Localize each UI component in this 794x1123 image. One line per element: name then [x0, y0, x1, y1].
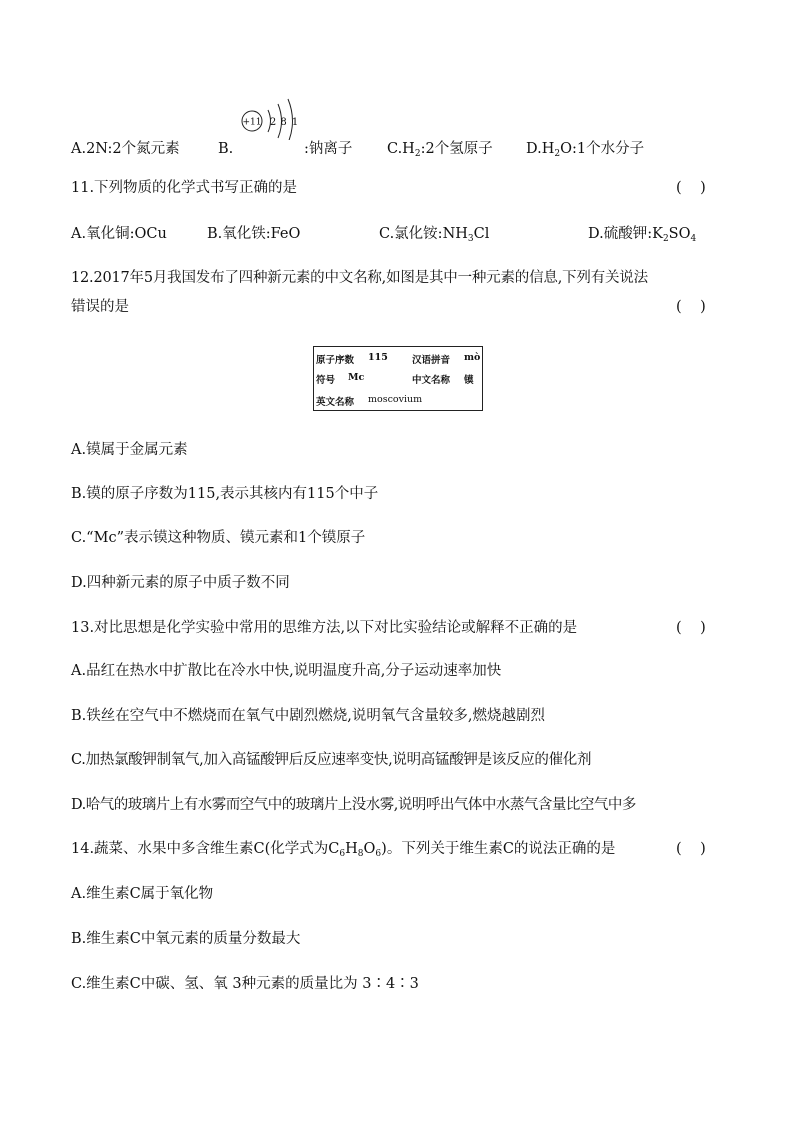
q10-option-b-label: B.	[218, 141, 234, 157]
pinyin-value: mò	[464, 352, 481, 363]
symbol-value: Mc	[348, 372, 365, 383]
atomic-number-value: 115	[368, 352, 388, 363]
chinese-name-value: 镆	[464, 375, 474, 386]
q13-option-a: A.品红在热水中扩散比在冷水中快,说明温度升高,分子运动速率加快	[71, 663, 502, 679]
element-info-card	[313, 346, 483, 411]
chinese-name-label: 中文名称	[412, 375, 451, 386]
q10-c-sub: 2	[414, 149, 421, 159]
q14-mid1: H	[345, 841, 358, 857]
shell-2-electrons: 8	[280, 117, 287, 128]
q14-option-c: C.维生素C中碳、氢、氧 3种元素的质量比为 3∶4∶3	[71, 976, 419, 992]
q10-option-a: A.2N:2个氮元素	[71, 141, 180, 157]
q10-d-sub: 2	[554, 149, 561, 159]
q11-c-sub: 3	[467, 234, 474, 244]
q11-d-mid: SO	[668, 226, 691, 242]
q12-stem-line2: 错误的是	[71, 299, 129, 315]
q10-option-b	[218, 139, 233, 159]
atomic-number-label: 原子序数	[316, 355, 355, 366]
q14-stem-prefix: 14.蔬菜、水果中多含维生素C(化学式为C	[71, 841, 340, 857]
pinyin-label: 汉语拼音	[412, 355, 451, 366]
q11-stem: 11.下列物质的化学式书写正确的是	[71, 180, 298, 196]
q14-sub3: 6	[375, 849, 382, 859]
q10-option-b-desc: :钠离子	[304, 141, 353, 157]
q10-d-suffix: O:1个水分子	[560, 141, 645, 157]
q12-stem-line1: 12.2017年5月我国发布了四种新元素的中文名称,如图是其中一种元素的信息,下列有关说法	[71, 270, 648, 286]
shell-3-electrons: 1	[291, 117, 299, 128]
q11-a-text: A.氧化铜:OCu	[71, 226, 167, 242]
symbol-label: 符号	[316, 375, 336, 386]
q10-c-suffix: :2个氢原子	[420, 141, 493, 157]
q12-answer-paren[interactable]: ( )	[676, 299, 706, 315]
q10-option-d	[526, 139, 644, 159]
q13-option-b: B.铁丝在空气中不燃烧而在氧气中剧烈燃烧,说明氧气含量较多,燃烧越剧烈	[71, 708, 545, 724]
atom-nucleus-charge: +11	[242, 117, 262, 128]
q10-c-prefix: C.H	[387, 141, 415, 157]
q12-option-a: A.镆属于金属元素	[71, 442, 188, 458]
q14-stem-suffix: )。下列关于维生素C的说法正确的是	[381, 841, 616, 857]
q14-answer-paren[interactable]: ( )	[676, 841, 706, 857]
q14-sub2: 8	[357, 849, 364, 859]
english-name-value: moscovium	[368, 394, 423, 405]
sodium-ion-structure-diagram	[238, 96, 308, 140]
q14-stem	[71, 839, 615, 859]
q13-option-c: C.加热氯酸钾制氧气,加入高锰酸钾后反应速率变快,说明高锰酸钾是该反应的催化剂	[71, 752, 592, 768]
q12-option-b: B.镆的原子序数为115,表示其核内有115个中子	[71, 486, 379, 502]
q10-option-c	[387, 139, 493, 159]
q11-c-suffix: Cl	[473, 226, 490, 242]
english-name-label: 英文名称	[316, 397, 355, 408]
q11-option-c	[379, 224, 489, 244]
shell-1-electrons: 2	[269, 117, 277, 128]
q11-d-prefix: D.硫酸钾:K	[588, 226, 663, 242]
q12-option-c: C.“Mc”表示镆这种物质、镆元素和1个镆原子	[71, 530, 366, 546]
q11-option-d	[588, 224, 696, 244]
q13-stem: 13.对比思想是化学实验中常用的思维方法,以下对比实验结论或解释不正确的是	[71, 620, 578, 636]
q14-option-b: B.维生素C中氧元素的质量分数最大	[71, 931, 301, 947]
q11-c-prefix: C.氯化铵:NH	[379, 226, 468, 242]
q10-d-prefix: D.H	[526, 141, 555, 157]
q11-option-b	[207, 224, 300, 244]
q10-options-row	[71, 139, 180, 159]
q11-d-sub1: 2	[662, 234, 669, 244]
q13-option-d: D.哈气的玻璃片上有水雾而空气中的玻璃片上没水雾,说明呼出气体中水蒸气含量比空气中多	[71, 797, 636, 813]
q11-answer-paren[interactable]: ( )	[676, 180, 706, 196]
q10-option-b-text	[304, 139, 352, 159]
q14-option-a: A.维生素C属于氧化物	[71, 886, 214, 902]
q13-answer-paren[interactable]: ( )	[676, 620, 706, 636]
q11-b-text: B.氧化铁:FeO	[207, 226, 301, 242]
q11-d-sub2: 4	[690, 234, 697, 244]
q11-option-a	[71, 224, 167, 244]
q12-option-d: D.四种新元素的原子中质子数不同	[71, 575, 290, 591]
q14-sub1: 6	[339, 849, 346, 859]
q14-mid2: O	[363, 841, 376, 857]
